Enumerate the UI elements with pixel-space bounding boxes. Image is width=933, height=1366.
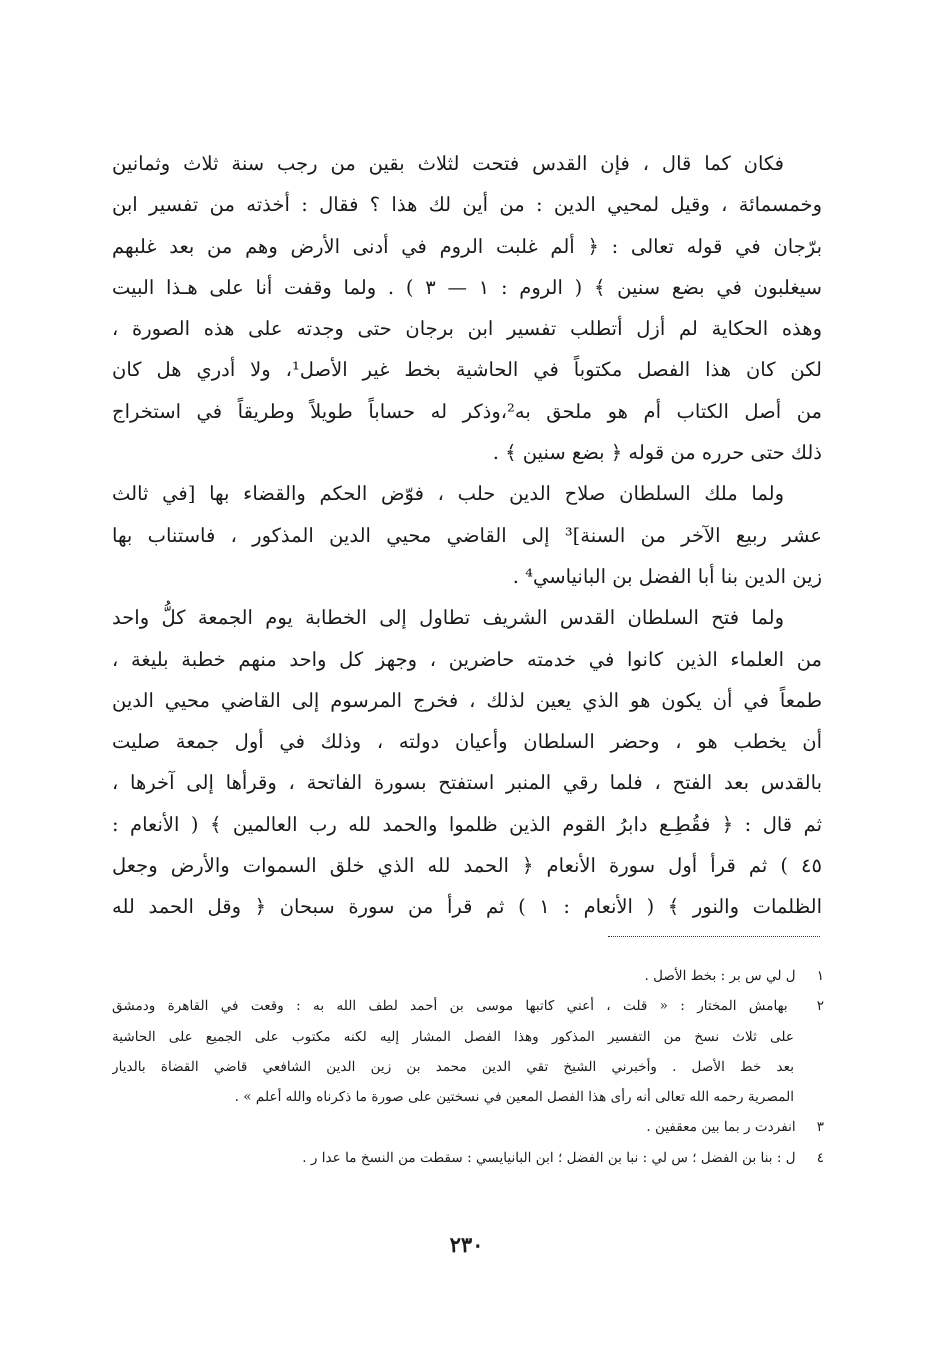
footnotes [112, 961, 824, 1173]
page-number: ٢٣٠ [449, 1232, 484, 1257]
footnote-text: انفردت ر بما بين معقفين . [646, 1119, 796, 1136]
footnote-number: ٤ [816, 1149, 824, 1166]
text-line: ٤٥ ) ثم قرأ أول سورة الأنعام ﴿ الحمد لله الذي خلق السموات والأرض وجعل [112, 854, 822, 878]
text-line: عشر ربيع الآخر من السنة]³ إلى القاضي محيي الدين المذكور ، فاستناب بها [112, 523, 822, 547]
footnote-number: ٣ [816, 1119, 824, 1136]
text-line: من العلماء الذين كانوا في خدمته حاضرين ، وجهز كل واحد منهم خطبة بليغة ، [112, 647, 822, 671]
footnote-text: على ثلاث نسخ من التفسير المذكور وهذا الفصل المشار إليه لكنه مكتوب على الجميع على الحاشية [112, 1028, 794, 1045]
footnote-4 [112, 1143, 824, 1173]
footnote-text: ل : بنا بن الفضل ؛ س لي : نبا بن الفضل ؛ ابن البانيايسي : سقطت من النسخ ما عدا ر . [302, 1149, 796, 1166]
text-line: ولما ملك السلطان صلاح الدين حلب ، فوّض الحكم والقضاء بها [في ثالث [112, 482, 784, 506]
footnote-divider [608, 936, 820, 937]
text-line: زين الدين بنا أبا الفضل بن البانياسي⁴ . [512, 564, 822, 588]
text-line: فكان كما قال ، فإن القدس فتحت لثلاث بقين من رجب سنة ثلاث وثمانين [112, 152, 785, 175]
text-line: من أصل الكتاب أم هو ملحق به²،وذكر له حساباً طويلاً وطريقاً في استخراج [112, 399, 822, 423]
text-line: ذلك حتى حرره من قوله ﴿ بضع سنين ﴾ . [492, 441, 822, 465]
text-line: طمعاً في أن يكون هو الذي يعين لذلك ، فخرج المرسوم إلى القاضي محيي الدين [112, 688, 822, 712]
main-text [112, 143, 822, 928]
footnote-number: ٢ [816, 998, 824, 1015]
text-line: ثم قال : ﴿ فقُطِـع دابرُ القوم الذين ظلموا والحمد لله رب العالمين ﴾ ( الأنعام : [112, 812, 822, 836]
footnote-text: ل لي س بر : بخط الأصل . [644, 968, 796, 984]
text-line: وهذه الحكاية لم أزل أتطلب تفسير ابن برجان حتى وجدته على هذه الصورة ، [112, 317, 822, 341]
text-line: ولما فتح السلطان القدس الشريف تطاول إلى الخطابة يوم الجمعة كلُّ واحد [112, 606, 784, 630]
text-line: لكن كان هذا الفصل مكتوباً في الحاشية بخط غير الأصل¹، ولا أدري هل كان [112, 358, 822, 382]
text-line: أن يخطب هو ، وحضر السلطان وأعيان دولته ، وذلك في أول جمعة صليت [112, 730, 822, 754]
text-line: بالقدس بعد الفتح ، فلما رقي المنبر استفتح بسورة الفاتحة ، وقرأها إلى آخرها ، [112, 771, 822, 795]
footnote-1 [112, 961, 824, 991]
footnote-text: بهامش المختار : « قلت ، أعني كاتبها موسى بن أحمد لطف الله به : وقعت في القاهرة ودمشق [112, 998, 788, 1015]
footnote-3 [112, 1112, 824, 1142]
text-line: برّجان في قوله تعالى : ﴿ ألم غلبت الروم في أدنى الأرض وهم من بعد غلبهم [112, 234, 822, 258]
text-line: سيغلبون في بضع سنين ﴾ ( الروم : ١ — ٣ ) . ولما وقفت أنا على هـذا البيت [112, 275, 822, 299]
text-line: وخمسمائة ، وقيل لمحيي الدين : من أين لك هذا ؟ فقال : أخذته من تفسير ابن [112, 193, 822, 217]
text-line: الظلمات والنور ﴾ ( الأنعام : ١ ) ثم قرأ من سورة سبحان ﴿ وقل الحمد لله [112, 895, 822, 919]
footnote-text: المصرية رحمه الله تعالى أنه رأى هذا الفصل المعين في نسختين على صورة ما ذكرناه والله أعلم » . [234, 1089, 794, 1106]
footnote-number: ١ [816, 968, 824, 984]
footnote-2 [112, 991, 824, 1021]
footnote-text: بعد خط الأصل . وأخبرني الشيخ تقي الدين محمد بن زين الدين الشافعي قاضي القضاة بالديار [112, 1058, 794, 1075]
